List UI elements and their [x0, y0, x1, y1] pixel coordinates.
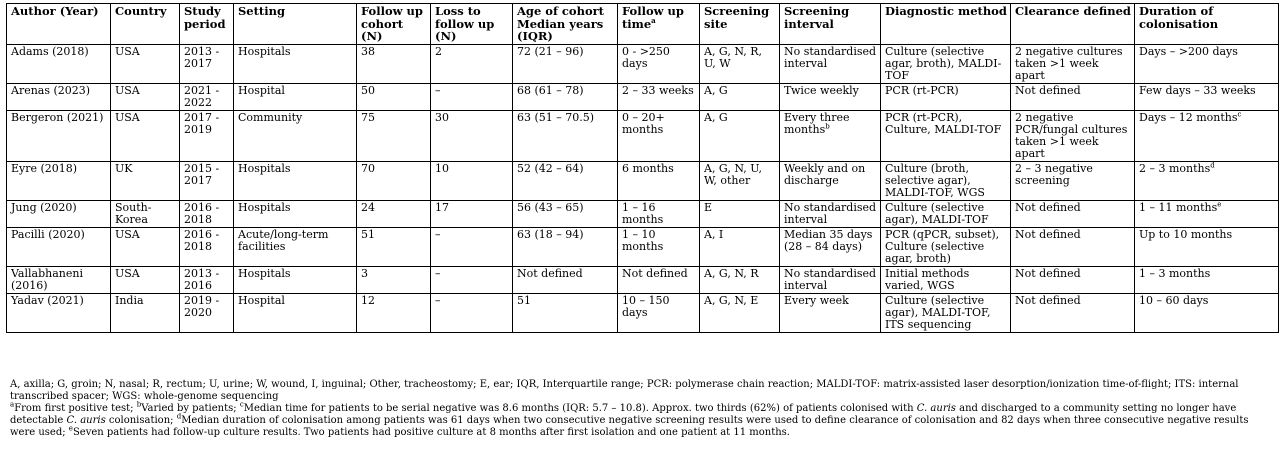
study-table [6, 3, 1279, 333]
cell-study-period [180, 266, 234, 293]
footnote-text: and discharged to a community setting no longer have detectable [10, 403, 1237, 426]
cell-setting [234, 266, 357, 293]
cell-follow-up-time [618, 200, 700, 227]
cell-follow-up-cohort-text: 70 [361, 161, 375, 175]
cell-duration-of-colonisation-text: 10 – 60 days [1139, 293, 1209, 307]
cell-age-text: Not defined [517, 266, 583, 280]
cell-screening-site-text: A, G [704, 110, 728, 124]
cell-country [111, 227, 180, 266]
table-body [7, 44, 1279, 332]
cell-follow-up-time-text: 1 – 10 months [622, 227, 664, 253]
cell-screening-site-text: E [704, 200, 713, 214]
cell-age [513, 44, 618, 83]
cell-screening-site [700, 161, 780, 200]
cell-follow-up-time [618, 227, 700, 266]
footnote-mark: e [68, 424, 73, 433]
cell-study-period [180, 110, 234, 161]
header-age-of-cohort: Age of cohort Median years (IQR) [513, 4, 618, 45]
cell-loss-to-follow-up-text: – [435, 266, 441, 280]
cell-country [111, 293, 180, 332]
cell-setting-text: Hospital [238, 293, 285, 307]
cell-author [7, 293, 111, 332]
cell-screening-interval-text: Twice weekly [784, 83, 859, 97]
cell-setting-text: Hospitals [238, 161, 291, 175]
cell-diagnostic-method-text: Culture (broth, selective agar), MALDI-TOF, WGS [885, 161, 985, 199]
cell-setting [234, 83, 357, 110]
cell-diagnostic-method [881, 266, 1011, 293]
cell-author-text: Yadav (2021) [11, 293, 84, 307]
cell-screening-interval-text: Every three months [784, 110, 850, 136]
table-row [7, 83, 1279, 110]
cell-duration-of-colonisation [1135, 227, 1279, 266]
cell-country [111, 44, 180, 83]
cell-loss-to-follow-up-text: 10 [435, 161, 449, 175]
cell-study-period [180, 44, 234, 83]
cell-diagnostic-method-text: Initial methods varied, WGS [885, 266, 970, 292]
cell-diagnostic-method-text: Culture (selective agar), MALDI-TOF, ITS sequencing [885, 293, 991, 331]
cell-study-period [180, 200, 234, 227]
cell-loss-to-follow-up [431, 266, 513, 293]
cell-follow-up-cohort-text: 24 [361, 200, 375, 214]
footnote-mark: c [1237, 109, 1242, 118]
footnote-mark: c [239, 400, 244, 409]
cell-loss-to-follow-up-text: 17 [435, 200, 449, 214]
cell-setting [234, 293, 357, 332]
cell-age-text: 63 (18 – 94) [517, 227, 584, 241]
cell-screening-site [700, 83, 780, 110]
cell-author-text: Arenas (2023) [11, 83, 91, 97]
cell-loss-to-follow-up-text: 30 [435, 110, 449, 124]
cell-author [7, 44, 111, 83]
cell-age [513, 110, 618, 161]
cell-clearance-defined [1011, 266, 1135, 293]
header-setting: Setting [234, 4, 357, 45]
cell-loss-to-follow-up [431, 161, 513, 200]
cell-clearance-defined-text: 2 – 3 negative screening [1015, 161, 1093, 187]
cell-diagnostic-method [881, 44, 1011, 83]
cell-diagnostic-method [881, 161, 1011, 200]
cell-age [513, 83, 618, 110]
cell-diagnostic-method-text: Culture (selective agar, broth), MALDI-TOF [885, 44, 1002, 82]
header-duration-of-colonisation: Duration of colonisation [1135, 4, 1279, 45]
cell-duration-of-colonisation [1135, 44, 1279, 83]
cell-duration-of-colonisation [1135, 83, 1279, 110]
cell-screening-site-text: A, G [704, 83, 728, 97]
cell-follow-up-time-text: Not defined [622, 266, 688, 280]
cell-duration-of-colonisation-text: Few days – 33 weeks [1139, 83, 1256, 97]
cell-screening-site [700, 44, 780, 83]
cell-screening-interval [780, 83, 881, 110]
cell-follow-up-time-text: 0 - >250 days [622, 44, 670, 70]
header-study-period: Study period [180, 4, 234, 45]
cell-study-period-text: 2021 - 2022 [184, 83, 220, 109]
cell-follow-up-time-text: 6 months [622, 161, 674, 175]
cell-age-text: 56 (43 – 65) [517, 200, 584, 214]
cell-author [7, 200, 111, 227]
table-row [7, 266, 1279, 293]
cell-screening-interval [780, 44, 881, 83]
cell-clearance-defined [1011, 200, 1135, 227]
cell-author [7, 83, 111, 110]
species-name: C. auris [916, 403, 956, 414]
cell-setting [234, 110, 357, 161]
cell-screening-site-text: A, I [704, 227, 724, 241]
table-row [7, 293, 1279, 332]
cell-country-text: UK [115, 161, 133, 175]
cell-follow-up-cohort [357, 266, 431, 293]
cell-study-period-text: 2017 - 2019 [184, 110, 220, 136]
footnote-text: Median duration of colonisation among patients was 61 days when two consecutive negative screening results were used to define clearance of colonisation and 82 days when three consecutive negative results were used; [10, 415, 1249, 438]
cell-country [111, 161, 180, 200]
cell-clearance-defined [1011, 83, 1135, 110]
cell-setting-text: Hospital [238, 83, 285, 97]
cell-duration-of-colonisation-text: Days – >200 days [1139, 44, 1238, 58]
cell-age [513, 161, 618, 200]
cell-country [111, 200, 180, 227]
cell-screening-site-text: A, G, N, R, U, W [704, 44, 763, 70]
cell-diagnostic-method-text: PCR (rt-PCR) [885, 83, 959, 97]
cell-diagnostic-method-text: Culture (selective agar), MALDI-TOF [885, 200, 989, 226]
cell-age [513, 293, 618, 332]
cell-study-period [180, 161, 234, 200]
cell-loss-to-follow-up-text: – [435, 227, 441, 241]
cell-duration-of-colonisation [1135, 161, 1279, 200]
footnote-text: Seven patients had follow-up culture results. Two patients had positive culture at 8 months after first isolation and one patient at 11 months. [72, 427, 790, 438]
header-country: Country [111, 4, 180, 45]
cell-screening-site [700, 293, 780, 332]
cell-diagnostic-method-text: PCR (rt-PCR), Culture, MALDI-TOF [885, 110, 1002, 136]
header-screening-site: Screening site [700, 4, 780, 45]
cell-country-text: India [115, 293, 144, 307]
cell-age [513, 227, 618, 266]
cell-clearance-defined-text: Not defined [1015, 83, 1081, 97]
table-row [7, 200, 1279, 227]
cell-follow-up-cohort-text: 50 [361, 83, 375, 97]
footnote-mark: a [10, 400, 15, 409]
cell-clearance-defined [1011, 293, 1135, 332]
cell-country-text: USA [115, 266, 140, 280]
cell-diagnostic-method [881, 83, 1011, 110]
cell-duration-of-colonisation [1135, 200, 1279, 227]
cell-country-text: South-Korea [115, 200, 152, 226]
cell-screening-interval-text: No standardised interval [784, 44, 877, 70]
cell-age [513, 200, 618, 227]
cell-setting-text: Hospitals [238, 200, 291, 214]
cell-follow-up-time [618, 266, 700, 293]
cell-loss-to-follow-up [431, 200, 513, 227]
table-row [7, 110, 1279, 161]
cell-study-period [180, 83, 234, 110]
cell-clearance-defined-text: Not defined [1015, 227, 1081, 241]
cell-follow-up-cohort-text: 51 [361, 227, 375, 241]
cell-loss-to-follow-up [431, 83, 513, 110]
header-clearance-defined: Clearance defined [1011, 4, 1135, 45]
cell-follow-up-cohort [357, 110, 431, 161]
table-row [7, 227, 1279, 266]
cell-setting [234, 227, 357, 266]
cell-follow-up-cohort [357, 293, 431, 332]
cell-follow-up-time-text: 0 – 20+ months [622, 110, 665, 136]
cell-duration-of-colonisation [1135, 266, 1279, 293]
cell-setting-text: Hospitals [238, 266, 291, 280]
cell-author-text: Bergeron (2021) [11, 110, 104, 124]
cell-setting-text: Acute/long-term facilities [238, 227, 329, 253]
cell-screening-interval [780, 266, 881, 293]
cell-screening-interval [780, 293, 881, 332]
cell-duration-of-colonisation [1135, 110, 1279, 161]
header-loss-to-follow-up: Loss to follow up (N) [431, 4, 513, 45]
footnote-mark: b [136, 400, 142, 409]
cell-author [7, 161, 111, 200]
cell-loss-to-follow-up-text: – [435, 83, 441, 97]
cell-screening-interval-text: No standardised interval [784, 266, 877, 292]
cell-country-text: USA [115, 227, 140, 241]
cell-follow-up-time-text: 2 – 33 weeks [622, 83, 694, 97]
cell-author [7, 227, 111, 266]
cell-screening-site [700, 266, 780, 293]
cell-author-text: Adams (2018) [11, 44, 89, 58]
cell-country-text: USA [115, 44, 140, 58]
cell-age-text: 63 (51 – 70.5) [517, 110, 595, 124]
cell-follow-up-time-text: 10 – 150 days [622, 293, 670, 319]
cell-screening-site [700, 110, 780, 161]
cell-screening-site-text: A, G, N, R [704, 266, 759, 280]
cell-follow-up-cohort-text: 75 [361, 110, 375, 124]
cell-author [7, 110, 111, 161]
header-follow-up-time-text: Follow up time [622, 4, 684, 31]
cell-diagnostic-method [881, 293, 1011, 332]
cell-screening-interval [780, 110, 881, 161]
abbreviations-note: A, axilla; G, groin; N, nasal; R, rectum; U, urine; W, wound, I, inguinal; Other, tracheostomy; E, ear; IQR, Interquartile range; PCR: polymerase chain reaction; MALDI-TOF: matrix-assisted laser desorption/ionization time-of-flight; ITS: internal transcribed spacer; WGS: whole-genome sequencing [10, 379, 1239, 402]
cell-study-period-text: 2019 - 2020 [184, 293, 220, 319]
table-header-row [7, 4, 1279, 45]
cell-study-period-text: 2013 - 2016 [184, 266, 220, 292]
table-row [7, 161, 1279, 200]
cell-duration-of-colonisation [1135, 293, 1279, 332]
header-diagnostic-method: Diagnostic method [881, 4, 1011, 45]
cell-diagnostic-method [881, 110, 1011, 161]
footnotes [10, 400, 1272, 439]
footnote-text: Varied by patients; [141, 403, 240, 414]
cell-country-text: USA [115, 110, 140, 124]
table-row [7, 44, 1279, 83]
cell-clearance-defined-text: Not defined [1015, 266, 1081, 280]
cell-follow-up-time-text: 1 – 16 months [622, 200, 664, 226]
cell-follow-up-time [618, 44, 700, 83]
cell-loss-to-follow-up [431, 44, 513, 83]
footnote-text: colonisation; [105, 415, 177, 426]
cell-setting [234, 200, 357, 227]
cell-screening-site [700, 200, 780, 227]
cell-loss-to-follow-up [431, 227, 513, 266]
cell-follow-up-cohort-text: 38 [361, 44, 375, 58]
cell-author-text: Vallabhaneni (2016) [11, 266, 83, 292]
cell-loss-to-follow-up-text: 2 [435, 44, 442, 58]
cell-study-period-text: 2016 - 2018 [184, 200, 220, 226]
footnote-mark: d [1210, 160, 1215, 169]
cell-age [513, 266, 618, 293]
cell-age-text: 51 [517, 293, 531, 307]
cell-screening-interval [780, 227, 881, 266]
table-notes [10, 379, 1272, 439]
cell-study-period-text: 2015 - 2017 [184, 161, 220, 187]
footnote-text: From first positive test; [14, 403, 137, 414]
cell-follow-up-time [618, 293, 700, 332]
cell-author-text: Eyre (2018) [11, 161, 78, 175]
cell-follow-up-cohort [357, 200, 431, 227]
cell-follow-up-cohort-text: 3 [361, 266, 368, 280]
cell-study-period [180, 293, 234, 332]
cell-diagnostic-method-text: PCR (qPCR, subset), Culture (selective agar, broth) [885, 227, 1000, 265]
cell-author-text: Jung (2020) [11, 200, 77, 214]
cell-screening-site-text: A, G, N, U, W, other [704, 161, 762, 187]
header-screening-interval: Screening interval [780, 4, 881, 45]
footnote-mark-a: a [651, 15, 656, 25]
cell-country-text: USA [115, 83, 140, 97]
cell-follow-up-cohort [357, 227, 431, 266]
cell-clearance-defined-text: Not defined [1015, 200, 1081, 214]
cell-author-text: Pacilli (2020) [11, 227, 85, 241]
cell-follow-up-time [618, 161, 700, 200]
cell-clearance-defined [1011, 110, 1135, 161]
cell-diagnostic-method [881, 227, 1011, 266]
cell-author [7, 266, 111, 293]
footnote-mark: e [1217, 199, 1222, 208]
cell-loss-to-follow-up [431, 110, 513, 161]
cell-screening-site-text: A, G, N, E [704, 293, 759, 307]
header-follow-up-cohort: Follow up cohort (N) [357, 4, 431, 45]
cell-screening-site [700, 227, 780, 266]
cell-age-text: 68 (61 – 78) [517, 83, 584, 97]
cell-screening-interval [780, 200, 881, 227]
species-name: C. auris [66, 415, 106, 426]
cell-study-period-text: 2013 - 2017 [184, 44, 220, 70]
cell-follow-up-cohort [357, 161, 431, 200]
cell-follow-up-time [618, 83, 700, 110]
cell-duration-of-colonisation-text: Days – 12 months [1139, 110, 1238, 124]
header-follow-up-time [618, 4, 700, 45]
cell-country [111, 110, 180, 161]
cell-study-period-text: 2016 - 2018 [184, 227, 220, 253]
cell-setting [234, 44, 357, 83]
cell-age-text: 72 (21 – 96) [517, 44, 584, 58]
cell-follow-up-cohort-text: 12 [361, 293, 375, 307]
cell-clearance-defined [1011, 161, 1135, 200]
footnote-mark: b [825, 121, 830, 130]
cell-clearance-defined-text: Not defined [1015, 293, 1081, 307]
cell-diagnostic-method [881, 200, 1011, 227]
cell-follow-up-cohort [357, 44, 431, 83]
cell-loss-to-follow-up-text: – [435, 293, 441, 307]
cell-clearance-defined-text: 2 negative PCR/fungal cultures taken >1 week apart [1015, 110, 1128, 160]
cell-study-period [180, 227, 234, 266]
cell-duration-of-colonisation-text: 2 – 3 months [1139, 161, 1211, 175]
cell-country [111, 83, 180, 110]
cell-age-text: 52 (42 – 64) [517, 161, 584, 175]
cell-follow-up-time [618, 110, 700, 161]
footnote-text: Median time for patients to be serial negative was 8.6 months (IQR: 5.7 – 10.8). Approx. two thirds (62%) of patients colonised with [243, 403, 917, 414]
cell-duration-of-colonisation-text: 1 – 11 months [1139, 200, 1218, 214]
cell-clearance-defined [1011, 44, 1135, 83]
cell-loss-to-follow-up [431, 293, 513, 332]
cell-clearance-defined [1011, 227, 1135, 266]
footnote-mark: d [176, 412, 182, 421]
cell-screening-interval-text: Every week [784, 293, 849, 307]
cell-clearance-defined-text: 2 negative cultures taken >1 week apart [1015, 44, 1123, 82]
cell-screening-interval [780, 161, 881, 200]
cell-country [111, 266, 180, 293]
cell-setting [234, 161, 357, 200]
cell-screening-interval-text: No standardised interval [784, 200, 877, 226]
cell-duration-of-colonisation-text: 1 – 3 months [1139, 266, 1211, 280]
cell-setting-text: Hospitals [238, 44, 291, 58]
cell-screening-interval-text: Weekly and on discharge [784, 161, 866, 187]
cell-setting-text: Community [238, 110, 303, 124]
cell-screening-interval-text: Median 35 days (28 – 84 days) [784, 227, 873, 253]
header-author: Author (Year) [7, 4, 111, 45]
cell-follow-up-cohort [357, 83, 431, 110]
cell-duration-of-colonisation-text: Up to 10 months [1139, 227, 1233, 241]
